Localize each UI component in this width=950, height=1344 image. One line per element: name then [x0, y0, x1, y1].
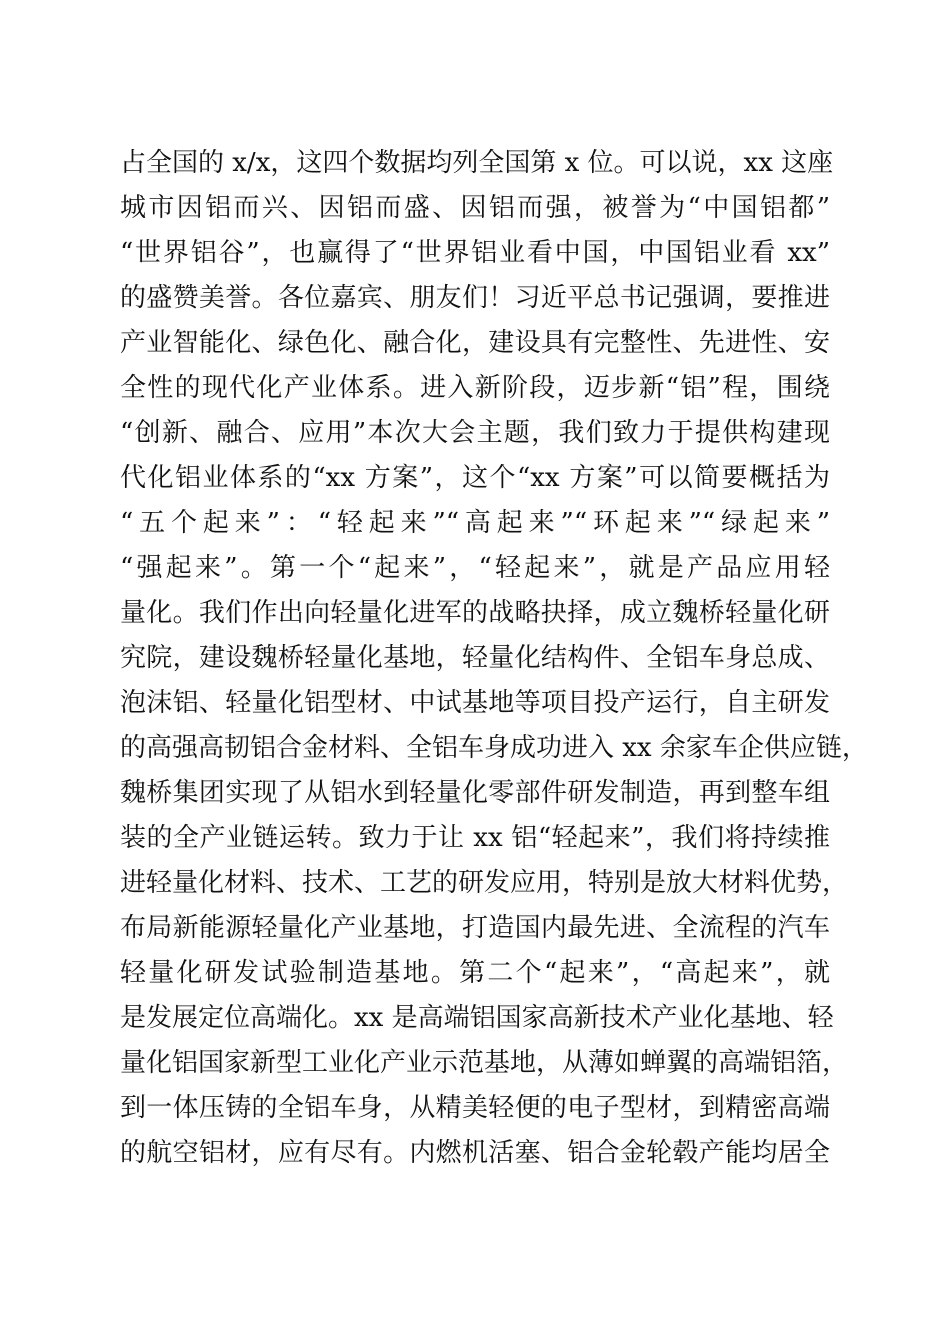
text-line: “强起来”。第一个“起来”，“轻起来”，就是产品应用轻: [120, 553, 830, 583]
text-line: 全性的现代化产业体系。进入新阶段，迈步新“铝”程，围绕: [120, 373, 830, 403]
text-line: 轻量化研发试验制造基地。第二个“起来”，“高起来”，就: [120, 958, 830, 988]
text-line: 魏桥集团实现了从铝水到轻量化零部件研发制造，再到整车组: [120, 778, 830, 808]
body-text: [120, 141, 868, 1176]
text-line: 占全国的 x/x，这四个数据均列全国第 x 位。可以说，xx 这座: [120, 148, 834, 178]
text-line: 布局新能源轻量化产业基地，打造国内最先进、全流程的汽车: [120, 913, 830, 943]
text-line: 装的全产业链运转。致力于让 xx 铝“轻起来”，我们将持续推: [120, 823, 830, 853]
text-line: 量化铝国家新型工业化产业示范基地，从薄如蝉翼的高端铝箔，: [120, 1048, 849, 1078]
text-line: “世界铝谷”，也赢得了“世界铝业看中国，中国铝业看 xx”: [120, 238, 830, 268]
text-line: 代化铝业体系的“xx 方案”，这个“xx 方案”可以简要概括为: [120, 463, 830, 493]
text-line: 泡沫铝、轻量化铝型材、中试基地等项目投产运行，自主研发: [120, 688, 830, 718]
text-line: 到一体压铸的全铝车身，从精美轻便的电子型材，到精密高端: [120, 1093, 830, 1123]
text-line: 的高强高韧铝合金材料、全铝车身成功进入 xx 余家车企供应链，: [120, 733, 868, 763]
text-line: “五个起来”：“轻起来”“高起来”“环起来”“绿起来”: [120, 508, 830, 538]
text-line: 是发展定位高端化。xx 是高端铝国家高新技术产业化基地、轻: [120, 1003, 834, 1033]
text-line: 进轻量化材料、技术、工艺的研发应用，特别是放大材料优势，: [120, 868, 849, 898]
text-line: 产业智能化、绿色化、融合化，建设具有完整性、先进性、安: [120, 328, 830, 358]
text-line: 究院，建设魏桥轻量化基地，轻量化结构件、全铝车身总成、: [120, 643, 830, 673]
text-line: “创新、融合、应用”本次大会主题，我们致力于提供构建现: [120, 418, 830, 448]
text-line: 的盛赞美誉。各位嘉宾、朋友们！习近平总书记强调，要推进: [120, 283, 830, 313]
text-line: 城市因铝而兴、因铝而盛、因铝而强，被誉为“中国铝都”: [120, 193, 830, 223]
text-line: 量化。我们作出向轻量化进军的战略抉择，成立魏桥轻量化研: [120, 598, 830, 628]
text-line: 的航空铝材，应有尽有。内燃机活塞、铝合金轮毂产能均居全: [120, 1138, 830, 1168]
